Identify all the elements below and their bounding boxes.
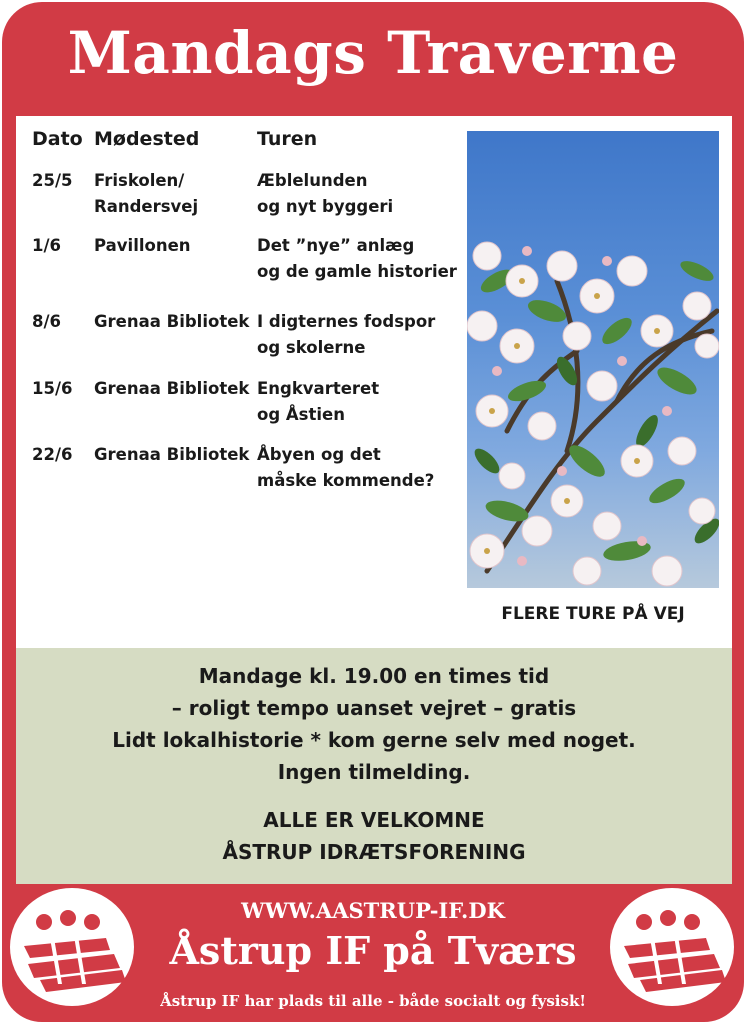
row-tour-line: Engkvarteret bbox=[257, 379, 380, 398]
row-place bbox=[94, 309, 256, 335]
row-place bbox=[94, 442, 256, 468]
welcome-line: ALLE ER VELKOMNE bbox=[263, 808, 485, 832]
info-line: – roligt tempo uanset vejret – gratis bbox=[171, 696, 577, 720]
row-place-line: Randersvej bbox=[94, 197, 199, 216]
row-tour bbox=[257, 233, 472, 285]
row-place-line: Friskolen/ bbox=[94, 171, 185, 190]
apple-blossom-photo bbox=[467, 131, 719, 588]
schedule-panel bbox=[16, 116, 732, 648]
row-place-line: Grenaa Bibliotek bbox=[94, 312, 250, 331]
row-place-line: Pavillonen bbox=[94, 236, 191, 255]
info-line: Ingen tilmelding. bbox=[277, 760, 471, 784]
row-tour bbox=[257, 168, 472, 220]
photo-caption: FLERE TURE PÅ VEJ bbox=[501, 604, 685, 624]
header-date: Dato bbox=[32, 128, 83, 150]
row-tour bbox=[257, 309, 472, 361]
row-place bbox=[94, 376, 256, 402]
row-tour-line: Åbyen og det bbox=[257, 445, 381, 464]
info-box bbox=[16, 648, 732, 884]
row-tour-line: måske kommende? bbox=[257, 471, 435, 490]
row-tour bbox=[257, 376, 472, 428]
row-tour-line: Det ”nye” anlæg bbox=[257, 236, 415, 255]
row-date: 8/6 bbox=[32, 312, 61, 331]
welcome-line: ÅSTRUP IDRÆTSFORENING bbox=[222, 840, 526, 864]
row-date: 15/6 bbox=[32, 379, 73, 398]
row-tour-line: og Åstien bbox=[257, 405, 345, 424]
info-line: Lidt lokalhistorie * kom gerne selv med noget. bbox=[112, 728, 636, 752]
club-tagline: Åstrup IF har plads til alle - både socialt og fysisk! bbox=[160, 992, 586, 1010]
website-link[interactable]: WWW.AASTRUP-IF.DK bbox=[241, 898, 505, 923]
row-place-line: Grenaa Bibliotek bbox=[94, 379, 250, 398]
row-tour-line: og nyt byggeri bbox=[257, 197, 394, 216]
row-place bbox=[94, 233, 256, 259]
header-place: Mødested bbox=[94, 128, 200, 150]
header-tour: Turen bbox=[257, 128, 318, 150]
club-name: Åstrup IF på Tværs bbox=[169, 928, 577, 973]
info-line: Mandage kl. 19.00 en times tid bbox=[198, 664, 550, 688]
row-place bbox=[94, 168, 256, 220]
row-tour bbox=[257, 442, 472, 494]
row-date: 1/6 bbox=[32, 236, 61, 255]
row-tour-line: og de gamle historier bbox=[257, 262, 457, 281]
poster-frame bbox=[2, 2, 744, 1022]
row-date: 22/6 bbox=[32, 445, 73, 464]
row-date: 25/5 bbox=[32, 171, 73, 190]
row-tour-line: og skolerne bbox=[257, 338, 366, 357]
row-tour-line: I digternes fodspor bbox=[257, 312, 436, 331]
row-tour-line: Æblelunden bbox=[257, 171, 368, 190]
row-place-line: Grenaa Bibliotek bbox=[94, 445, 250, 464]
poster-title: Mandags Traverne bbox=[67, 19, 679, 87]
